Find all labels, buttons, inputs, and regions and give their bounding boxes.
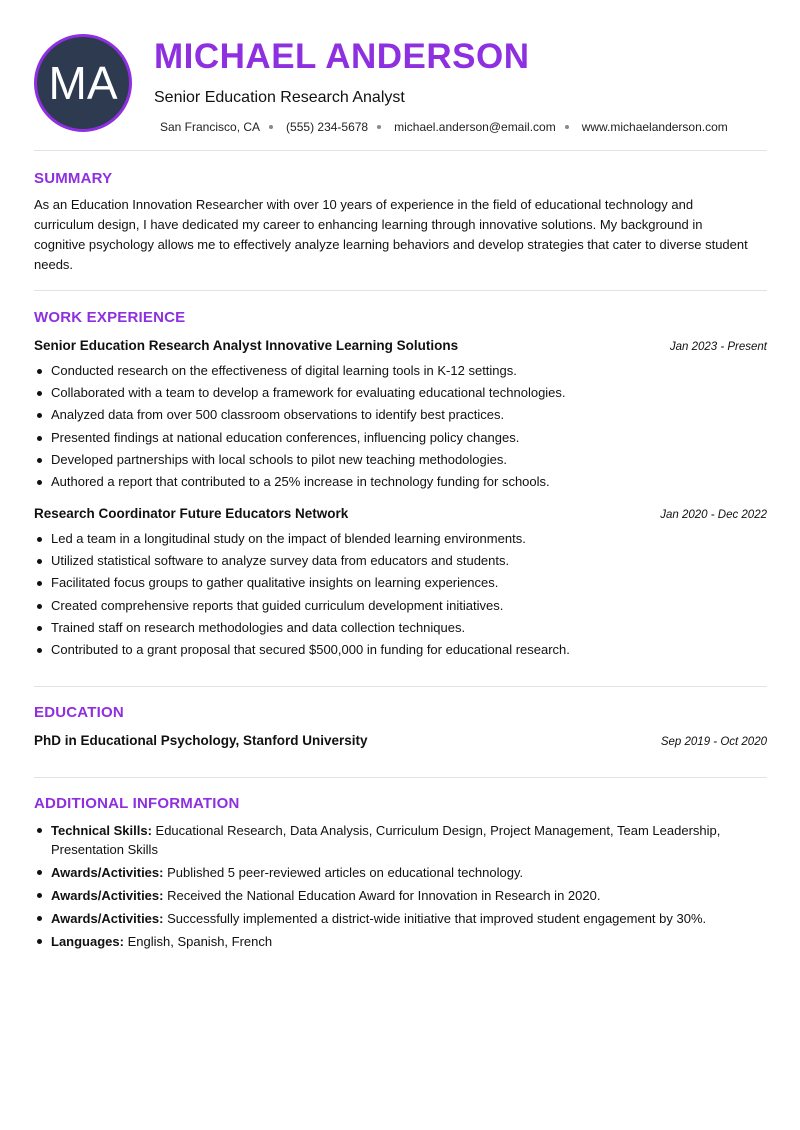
candidate-name: MICHAEL ANDERSON bbox=[154, 37, 530, 76]
education-dates: Sep 2019 - Oct 2020 bbox=[660, 736, 767, 748]
job-header bbox=[34, 338, 767, 353]
list-item bbox=[34, 821, 754, 859]
contact-line bbox=[160, 120, 728, 134]
contact-email[interactable]: michael.anderson@email.com bbox=[394, 120, 556, 134]
item-text: Received the National Education Award for Innovation in Research in 2020. bbox=[163, 888, 601, 903]
summary-text: As an Education Innovation Researcher with over 10 years of experience in the field of educational technology and curriculum design, I have dedicated my career to enhancing learning through innovative solutions. My background in cognitive psychology allows me to effectively analyze learning behaviors and develop strategies that cater to diverse student needs. bbox=[34, 197, 748, 272]
list-item: Authored a report that contributed to a 25% increase in technology funding for schools. bbox=[34, 471, 767, 493]
list-item: Created comprehensive reports that guided curriculum development initiatives. bbox=[34, 595, 767, 617]
separator-dot bbox=[269, 125, 273, 129]
item-text: Successfully implemented a district-wide initiative that improved student engagement by 30%. bbox=[163, 911, 707, 926]
divider bbox=[34, 290, 767, 291]
list-item: Contributed to a grant proposal that secured $500,000 in funding for educational research. bbox=[34, 639, 767, 661]
divider bbox=[34, 777, 767, 778]
list-item bbox=[34, 909, 754, 928]
item-label: Technical Skills: bbox=[51, 823, 152, 838]
separator-dot bbox=[565, 125, 569, 129]
list-item: Utilized statistical software to analyze survey data from educators and students. bbox=[34, 550, 767, 572]
candidate-role: Senior Education Research Analyst bbox=[154, 89, 405, 106]
education-entry bbox=[34, 733, 767, 748]
avatar-initials: MA bbox=[48, 57, 118, 109]
divider bbox=[34, 150, 767, 151]
list-item: Led a team in a longitudinal study on the impact of blended learning environments. bbox=[34, 528, 767, 550]
divider bbox=[34, 686, 767, 687]
job-title: Senior Education Research Analyst Innovative Learning Solutions bbox=[34, 338, 459, 353]
education-heading: EDUCATION bbox=[34, 704, 124, 721]
separator-dot bbox=[377, 125, 381, 129]
additional-info-list bbox=[34, 821, 754, 955]
job-bullets bbox=[34, 360, 767, 493]
job-header bbox=[34, 506, 767, 521]
item-text: English, Spanish, French bbox=[123, 934, 273, 949]
list-item: Presented findings at national education conferences, influencing policy changes. bbox=[34, 427, 767, 449]
item-text: Educational Research, Data Analysis, Curriculum Design, Project Management, Team Leadership, Presentation Skills bbox=[51, 823, 721, 857]
degree: PhD in Educational Psychology, Stanford University bbox=[34, 733, 368, 748]
list-item: Collaborated with a team to develop a framework for evaluating educational technologies. bbox=[34, 382, 767, 404]
list-item bbox=[34, 886, 754, 905]
job-title: Research Coordinator Future Educators Network bbox=[34, 506, 349, 521]
item-label: Awards/Activities: bbox=[51, 888, 164, 903]
list-item bbox=[34, 932, 754, 951]
summary-heading: SUMMARY bbox=[34, 170, 113, 187]
list-item bbox=[34, 863, 754, 882]
contact-website[interactable]: www.michaelanderson.com bbox=[581, 120, 728, 134]
job-dates: Jan 2020 - Dec 2022 bbox=[660, 509, 767, 521]
list-item: Trained staff on research methodologies and data collection techniques. bbox=[34, 617, 767, 639]
contact-phone[interactable]: (555) 234-5678 bbox=[286, 120, 369, 134]
additional-info-heading: ADDITIONAL INFORMATION bbox=[34, 795, 240, 812]
item-text: Published 5 peer-reviewed articles on educational technology. bbox=[163, 865, 524, 880]
work-experience-heading: WORK EXPERIENCE bbox=[34, 309, 186, 326]
avatar bbox=[34, 34, 132, 132]
contact-location: San Francisco, CA bbox=[160, 120, 261, 134]
list-item: Analyzed data from over 500 classroom observations to identify best practices. bbox=[34, 404, 767, 426]
list-item: Developed partnerships with local schools to pilot new teaching methodologies. bbox=[34, 449, 767, 471]
item-label: Languages: bbox=[51, 934, 124, 949]
item-label: Awards/Activities: bbox=[51, 865, 164, 880]
job-dates: Jan 2023 - Present bbox=[669, 341, 767, 353]
item-label: Awards/Activities: bbox=[51, 911, 164, 926]
list-item: Conducted research on the effectiveness of digital learning tools in K-12 settings. bbox=[34, 360, 767, 382]
job-bullets bbox=[34, 528, 767, 661]
list-item: Facilitated focus groups to gather qualitative insights on learning experiences. bbox=[34, 572, 767, 594]
